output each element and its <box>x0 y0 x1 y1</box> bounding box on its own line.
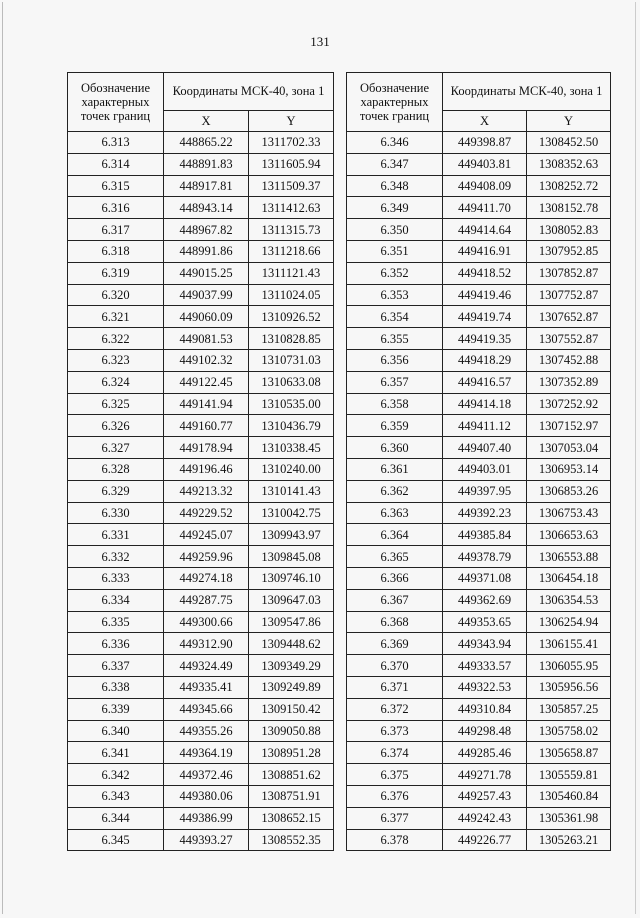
table-row <box>347 567 611 589</box>
header-coordinates: Координаты МСК-40, зона 1 <box>443 73 611 111</box>
y-coordinate-cell: 1306653.63 <box>527 524 611 546</box>
y-coordinate-cell: 1306853.26 <box>527 480 611 502</box>
y-coordinate-cell: 1311605.94 <box>249 153 334 175</box>
point-designation-cell: 6.346 <box>347 132 443 154</box>
y-coordinate-cell: 1306953.14 <box>527 458 611 480</box>
table-row <box>68 589 334 611</box>
table-row <box>68 262 334 284</box>
table-row <box>347 371 611 393</box>
table-body-right <box>347 132 611 851</box>
point-designation-cell: 6.344 <box>68 807 164 829</box>
point-designation-cell: 6.352 <box>347 262 443 284</box>
table-row <box>68 611 334 633</box>
point-designation-cell: 6.333 <box>68 567 164 589</box>
y-coordinate-cell: 1310535.00 <box>249 393 334 415</box>
table-row <box>347 502 611 524</box>
header-designation: Обозначение характерных точек границ <box>68 73 164 132</box>
y-coordinate-cell: 1310731.03 <box>249 349 334 371</box>
table-row <box>68 284 334 306</box>
y-coordinate-cell: 1308652.15 <box>249 807 334 829</box>
table-row <box>68 655 334 677</box>
x-coordinate-cell: 449245.07 <box>164 524 249 546</box>
y-coordinate-cell: 1308052.83 <box>527 219 611 241</box>
x-coordinate-cell: 449229.52 <box>164 502 249 524</box>
x-coordinate-cell: 449298.48 <box>443 720 527 742</box>
point-designation-cell: 6.325 <box>68 393 164 415</box>
table-row <box>68 153 334 175</box>
y-coordinate-cell: 1307152.97 <box>527 415 611 437</box>
coordinates-table-left <box>67 72 334 851</box>
table-row <box>68 349 334 371</box>
table-row <box>347 764 611 786</box>
y-coordinate-cell: 1311509.37 <box>249 175 334 197</box>
y-coordinate-cell: 1309349.29 <box>249 655 334 677</box>
x-coordinate-cell: 449378.79 <box>443 546 527 568</box>
point-designation-cell: 6.326 <box>68 415 164 437</box>
x-coordinate-cell: 448967.82 <box>164 219 249 241</box>
x-coordinate-cell: 449081.53 <box>164 328 249 350</box>
point-designation-cell: 6.342 <box>68 764 164 786</box>
table-row <box>68 240 334 262</box>
x-coordinate-cell: 449362.69 <box>443 589 527 611</box>
y-coordinate-cell: 1309249.89 <box>249 676 334 698</box>
y-coordinate-cell: 1310828.85 <box>249 328 334 350</box>
point-designation-cell: 6.315 <box>68 175 164 197</box>
table-row <box>347 720 611 742</box>
table-row <box>68 785 334 807</box>
x-coordinate-cell: 449322.53 <box>443 676 527 698</box>
x-coordinate-cell: 449015.25 <box>164 262 249 284</box>
x-coordinate-cell: 449414.18 <box>443 393 527 415</box>
y-coordinate-cell: 1311121.43 <box>249 262 334 284</box>
point-designation-cell: 6.323 <box>68 349 164 371</box>
x-coordinate-cell: 449403.01 <box>443 458 527 480</box>
point-designation-cell: 6.313 <box>68 132 164 154</box>
point-designation-cell: 6.349 <box>347 197 443 219</box>
y-coordinate-cell: 1305460.84 <box>527 785 611 807</box>
table-row <box>347 153 611 175</box>
x-coordinate-cell: 449408.09 <box>443 175 527 197</box>
point-designation-cell: 6.324 <box>68 371 164 393</box>
table-row <box>68 764 334 786</box>
table-row <box>68 742 334 764</box>
point-designation-cell: 6.341 <box>68 742 164 764</box>
point-designation-cell: 6.368 <box>347 611 443 633</box>
table-row <box>347 676 611 698</box>
table-row <box>68 219 334 241</box>
y-coordinate-cell: 1305559.81 <box>527 764 611 786</box>
y-coordinate-cell: 1308851.62 <box>249 764 334 786</box>
point-designation-cell: 6.339 <box>68 698 164 720</box>
point-designation-cell: 6.364 <box>347 524 443 546</box>
y-coordinate-cell: 1310240.00 <box>249 458 334 480</box>
point-designation-cell: 6.343 <box>68 785 164 807</box>
point-designation-cell: 6.317 <box>68 219 164 241</box>
x-coordinate-cell: 449392.23 <box>443 502 527 524</box>
x-coordinate-cell: 449242.43 <box>443 807 527 829</box>
x-coordinate-cell: 449419.46 <box>443 284 527 306</box>
y-coordinate-cell: 1306055.95 <box>527 655 611 677</box>
table-row <box>347 175 611 197</box>
page-number: 131 <box>310 34 330 49</box>
table-row <box>347 306 611 328</box>
y-coordinate-cell: 1309448.62 <box>249 633 334 655</box>
x-coordinate-cell: 449380.06 <box>164 785 249 807</box>
table-row <box>68 393 334 415</box>
table-row <box>347 829 611 851</box>
table-row <box>68 567 334 589</box>
table-row <box>68 502 334 524</box>
table-row <box>68 676 334 698</box>
y-coordinate-cell: 1306254.94 <box>527 611 611 633</box>
point-designation-cell: 6.363 <box>347 502 443 524</box>
table-body-left <box>68 132 334 851</box>
x-coordinate-cell: 449416.57 <box>443 371 527 393</box>
y-coordinate-cell: 1310633.08 <box>249 371 334 393</box>
y-coordinate-cell: 1307452.88 <box>527 349 611 371</box>
header-designation: Обозначение характерных точек границ <box>347 73 443 132</box>
x-coordinate-cell: 449393.27 <box>164 829 249 851</box>
x-coordinate-cell: 449271.78 <box>443 764 527 786</box>
x-coordinate-cell: 448991.86 <box>164 240 249 262</box>
table-row <box>347 393 611 415</box>
y-coordinate-cell: 1306155.41 <box>527 633 611 655</box>
x-coordinate-cell: 449102.32 <box>164 349 249 371</box>
point-designation-cell: 6.356 <box>347 349 443 371</box>
coordinates-table-right <box>346 72 611 851</box>
y-coordinate-cell: 1309547.86 <box>249 611 334 633</box>
x-coordinate-cell: 449416.91 <box>443 240 527 262</box>
y-coordinate-cell: 1311412.63 <box>249 197 334 219</box>
table-row <box>68 306 334 328</box>
point-designation-cell: 6.360 <box>347 437 443 459</box>
x-coordinate-cell: 449310.84 <box>443 698 527 720</box>
y-coordinate-cell: 1307952.85 <box>527 240 611 262</box>
y-coordinate-cell: 1305956.56 <box>527 676 611 698</box>
point-designation-cell: 6.353 <box>347 284 443 306</box>
point-designation-cell: 6.340 <box>68 720 164 742</box>
y-coordinate-cell: 1307852.87 <box>527 262 611 284</box>
x-coordinate-cell: 449226.77 <box>443 829 527 851</box>
point-designation-cell: 6.335 <box>68 611 164 633</box>
y-coordinate-cell: 1311315.73 <box>249 219 334 241</box>
point-designation-cell: 6.348 <box>347 175 443 197</box>
point-designation-cell: 6.314 <box>68 153 164 175</box>
x-coordinate-cell: 449274.18 <box>164 567 249 589</box>
table-row <box>347 785 611 807</box>
table-row <box>68 328 334 350</box>
x-coordinate-cell: 449407.40 <box>443 437 527 459</box>
table-row <box>347 611 611 633</box>
point-designation-cell: 6.318 <box>68 240 164 262</box>
x-coordinate-cell: 448865.22 <box>164 132 249 154</box>
y-coordinate-cell: 1307652.87 <box>527 306 611 328</box>
x-coordinate-cell: 449257.43 <box>443 785 527 807</box>
x-coordinate-cell: 449335.41 <box>164 676 249 698</box>
y-coordinate-cell: 1305658.87 <box>527 742 611 764</box>
y-coordinate-cell: 1311024.05 <box>249 284 334 306</box>
point-designation-cell: 6.367 <box>347 589 443 611</box>
x-coordinate-cell: 449196.46 <box>164 458 249 480</box>
y-coordinate-cell: 1309050.88 <box>249 720 334 742</box>
x-coordinate-cell: 449333.57 <box>443 655 527 677</box>
table-row <box>347 415 611 437</box>
y-coordinate-cell: 1308452.50 <box>527 132 611 154</box>
table-row <box>347 807 611 829</box>
header-y: Y <box>527 110 611 131</box>
point-designation-cell: 6.370 <box>347 655 443 677</box>
x-coordinate-cell: 449178.94 <box>164 437 249 459</box>
y-coordinate-cell: 1311218.66 <box>249 240 334 262</box>
point-designation-cell: 6.334 <box>68 589 164 611</box>
x-coordinate-cell: 449418.29 <box>443 349 527 371</box>
x-coordinate-cell: 449160.77 <box>164 415 249 437</box>
table-row <box>347 742 611 764</box>
point-designation-cell: 6.378 <box>347 829 443 851</box>
x-coordinate-cell: 449285.46 <box>443 742 527 764</box>
header-y: Y <box>249 110 334 131</box>
y-coordinate-cell: 1309746.10 <box>249 567 334 589</box>
table-row <box>68 371 334 393</box>
y-coordinate-cell: 1309845.08 <box>249 546 334 568</box>
point-designation-cell: 6.329 <box>68 480 164 502</box>
table-row <box>347 524 611 546</box>
y-coordinate-cell: 1305857.25 <box>527 698 611 720</box>
table-row <box>347 655 611 677</box>
y-coordinate-cell: 1308751.91 <box>249 785 334 807</box>
table-row <box>68 197 334 219</box>
y-coordinate-cell: 1307752.87 <box>527 284 611 306</box>
point-designation-cell: 6.355 <box>347 328 443 350</box>
x-coordinate-cell: 449411.12 <box>443 415 527 437</box>
table-row <box>68 698 334 720</box>
y-coordinate-cell: 1308552.35 <box>249 829 334 851</box>
point-designation-cell: 6.361 <box>347 458 443 480</box>
table-row <box>347 546 611 568</box>
x-coordinate-cell: 449414.64 <box>443 219 527 241</box>
point-designation-cell: 6.321 <box>68 306 164 328</box>
y-coordinate-cell: 1306454.18 <box>527 567 611 589</box>
point-designation-cell: 6.337 <box>68 655 164 677</box>
table-row <box>68 480 334 502</box>
table-row <box>68 807 334 829</box>
x-coordinate-cell: 448943.14 <box>164 197 249 219</box>
x-coordinate-cell: 449259.96 <box>164 546 249 568</box>
y-coordinate-cell: 1307252.92 <box>527 393 611 415</box>
x-coordinate-cell: 448917.81 <box>164 175 249 197</box>
point-designation-cell: 6.336 <box>68 633 164 655</box>
table-row <box>68 458 334 480</box>
y-coordinate-cell: 1305263.21 <box>527 829 611 851</box>
y-coordinate-cell: 1305758.02 <box>527 720 611 742</box>
table-row <box>68 829 334 851</box>
table-row <box>347 589 611 611</box>
table-row <box>68 633 334 655</box>
table-row <box>347 240 611 262</box>
table-row <box>347 633 611 655</box>
table-row <box>68 175 334 197</box>
point-designation-cell: 6.338 <box>68 676 164 698</box>
x-coordinate-cell: 449403.81 <box>443 153 527 175</box>
x-coordinate-cell: 449397.95 <box>443 480 527 502</box>
table-row <box>68 132 334 154</box>
x-coordinate-cell: 449345.66 <box>164 698 249 720</box>
point-designation-cell: 6.359 <box>347 415 443 437</box>
table-row <box>347 262 611 284</box>
header-coordinates: Координаты МСК-40, зона 1 <box>164 73 334 111</box>
y-coordinate-cell: 1307053.04 <box>527 437 611 459</box>
y-coordinate-cell: 1309943.97 <box>249 524 334 546</box>
y-coordinate-cell: 1310436.79 <box>249 415 334 437</box>
table-row <box>347 698 611 720</box>
point-designation-cell: 6.320 <box>68 284 164 306</box>
x-coordinate-cell: 449287.75 <box>164 589 249 611</box>
x-coordinate-cell: 449343.94 <box>443 633 527 655</box>
table-row <box>68 546 334 568</box>
point-designation-cell: 6.369 <box>347 633 443 655</box>
x-coordinate-cell: 449419.74 <box>443 306 527 328</box>
point-designation-cell: 6.316 <box>68 197 164 219</box>
table-row <box>347 328 611 350</box>
y-coordinate-cell: 1306354.53 <box>527 589 611 611</box>
table-row <box>68 720 334 742</box>
x-coordinate-cell: 449385.84 <box>443 524 527 546</box>
x-coordinate-cell: 449324.49 <box>164 655 249 677</box>
y-coordinate-cell: 1306553.88 <box>527 546 611 568</box>
header-x: X <box>443 110 527 131</box>
x-coordinate-cell: 449355.26 <box>164 720 249 742</box>
point-designation-cell: 6.372 <box>347 698 443 720</box>
table-row <box>347 132 611 154</box>
table-row <box>347 284 611 306</box>
y-coordinate-cell: 1308152.78 <box>527 197 611 219</box>
x-coordinate-cell: 449060.09 <box>164 306 249 328</box>
y-coordinate-cell: 1309150.42 <box>249 698 334 720</box>
y-coordinate-cell: 1310926.52 <box>249 306 334 328</box>
y-coordinate-cell: 1308352.63 <box>527 153 611 175</box>
point-designation-cell: 6.366 <box>347 567 443 589</box>
y-coordinate-cell: 1307552.87 <box>527 328 611 350</box>
point-designation-cell: 6.365 <box>347 546 443 568</box>
x-coordinate-cell: 449364.19 <box>164 742 249 764</box>
point-designation-cell: 6.332 <box>68 546 164 568</box>
x-coordinate-cell: 448891.83 <box>164 153 249 175</box>
point-designation-cell: 6.371 <box>347 676 443 698</box>
x-coordinate-cell: 449372.46 <box>164 764 249 786</box>
y-coordinate-cell: 1306753.43 <box>527 502 611 524</box>
x-coordinate-cell: 449386.99 <box>164 807 249 829</box>
point-designation-cell: 6.377 <box>347 807 443 829</box>
table-row <box>347 197 611 219</box>
y-coordinate-cell: 1311702.33 <box>249 132 334 154</box>
table-row <box>347 437 611 459</box>
x-coordinate-cell: 449411.70 <box>443 197 527 219</box>
x-coordinate-cell: 449371.08 <box>443 567 527 589</box>
y-coordinate-cell: 1307352.89 <box>527 371 611 393</box>
x-coordinate-cell: 449398.87 <box>443 132 527 154</box>
x-coordinate-cell: 449213.32 <box>164 480 249 502</box>
x-coordinate-cell: 449419.35 <box>443 328 527 350</box>
x-coordinate-cell: 449300.66 <box>164 611 249 633</box>
point-designation-cell: 6.376 <box>347 785 443 807</box>
header-x: X <box>164 110 249 131</box>
table-row <box>347 219 611 241</box>
x-coordinate-cell: 449418.52 <box>443 262 527 284</box>
table-row <box>68 415 334 437</box>
table-row <box>68 437 334 459</box>
point-designation-cell: 6.347 <box>347 153 443 175</box>
point-designation-cell: 6.331 <box>68 524 164 546</box>
y-coordinate-cell: 1308951.28 <box>249 742 334 764</box>
point-designation-cell: 6.357 <box>347 371 443 393</box>
y-coordinate-cell: 1310042.75 <box>249 502 334 524</box>
point-designation-cell: 6.327 <box>68 437 164 459</box>
table-row <box>347 458 611 480</box>
point-designation-cell: 6.330 <box>68 502 164 524</box>
point-designation-cell: 6.358 <box>347 393 443 415</box>
point-designation-cell: 6.354 <box>347 306 443 328</box>
point-designation-cell: 6.375 <box>347 764 443 786</box>
table-row <box>347 349 611 371</box>
y-coordinate-cell: 1308252.72 <box>527 175 611 197</box>
y-coordinate-cell: 1310141.43 <box>249 480 334 502</box>
x-coordinate-cell: 449141.94 <box>164 393 249 415</box>
y-coordinate-cell: 1305361.98 <box>527 807 611 829</box>
x-coordinate-cell: 449312.90 <box>164 633 249 655</box>
y-coordinate-cell: 1310338.45 <box>249 437 334 459</box>
table-row <box>347 480 611 502</box>
point-designation-cell: 6.319 <box>68 262 164 284</box>
point-designation-cell: 6.322 <box>68 328 164 350</box>
x-coordinate-cell: 449037.99 <box>164 284 249 306</box>
table-row <box>68 524 334 546</box>
point-designation-cell: 6.345 <box>68 829 164 851</box>
point-designation-cell: 6.351 <box>347 240 443 262</box>
point-designation-cell: 6.374 <box>347 742 443 764</box>
point-designation-cell: 6.350 <box>347 219 443 241</box>
point-designation-cell: 6.373 <box>347 720 443 742</box>
point-designation-cell: 6.362 <box>347 480 443 502</box>
x-coordinate-cell: 449122.45 <box>164 371 249 393</box>
x-coordinate-cell: 449353.65 <box>443 611 527 633</box>
point-designation-cell: 6.328 <box>68 458 164 480</box>
y-coordinate-cell: 1309647.03 <box>249 589 334 611</box>
